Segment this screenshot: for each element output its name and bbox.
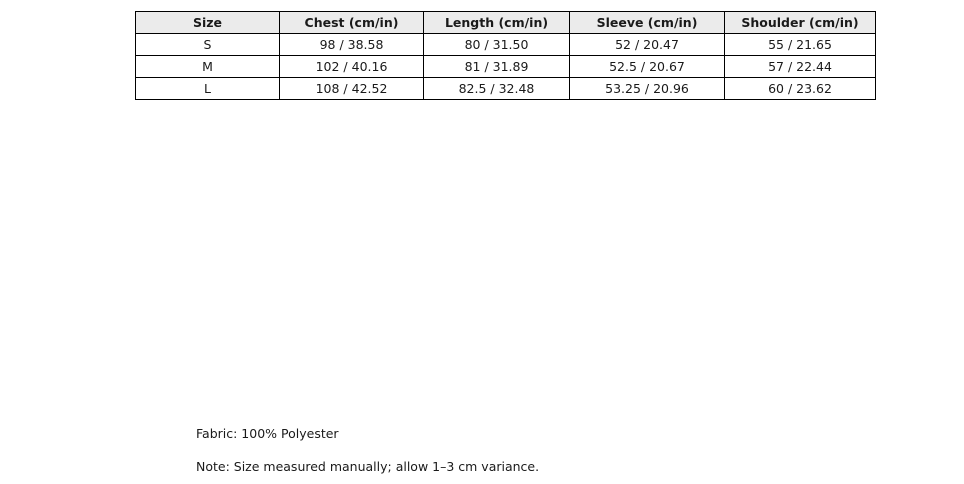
- column-header-sleeve: Sleeve (cm/in): [570, 12, 725, 34]
- measurement-note: Note: Size measured manually; allow 1–3 cm variance.: [196, 459, 540, 474]
- cell-shoulder: 57 / 22.44: [725, 56, 876, 78]
- cell-chest: 98 / 38.58: [280, 34, 424, 56]
- size-chart: [135, 11, 875, 100]
- cell-size: L: [136, 78, 280, 100]
- notes-section: [196, 426, 796, 474]
- fabric-note: Fabric: 100% Polyester: [196, 426, 339, 441]
- cell-length: 82.5 / 32.48: [424, 78, 570, 100]
- cell-size: S: [136, 34, 280, 56]
- cell-size: M: [136, 56, 280, 78]
- table-row: [136, 56, 876, 78]
- cell-shoulder: 60 / 23.62: [725, 78, 876, 100]
- cell-shoulder: 55 / 21.65: [725, 34, 876, 56]
- cell-sleeve: 52 / 20.47: [570, 34, 725, 56]
- cell-sleeve: 53.25 / 20.96: [570, 78, 725, 100]
- size-chart-table: [135, 11, 876, 100]
- table-row: [136, 78, 876, 100]
- column-header-chest: Chest (cm/in): [280, 12, 424, 34]
- table-row: [136, 34, 876, 56]
- cell-length: 80 / 31.50: [424, 34, 570, 56]
- cell-chest: 102 / 40.16: [280, 56, 424, 78]
- cell-chest: 108 / 42.52: [280, 78, 424, 100]
- cell-length: 81 / 31.89: [424, 56, 570, 78]
- column-header-length: Length (cm/in): [424, 12, 570, 34]
- cell-sleeve: 52.5 / 20.67: [570, 56, 725, 78]
- column-header-shoulder: Shoulder (cm/in): [725, 12, 876, 34]
- column-header-size: Size: [136, 12, 280, 34]
- table-header-row: [136, 12, 876, 34]
